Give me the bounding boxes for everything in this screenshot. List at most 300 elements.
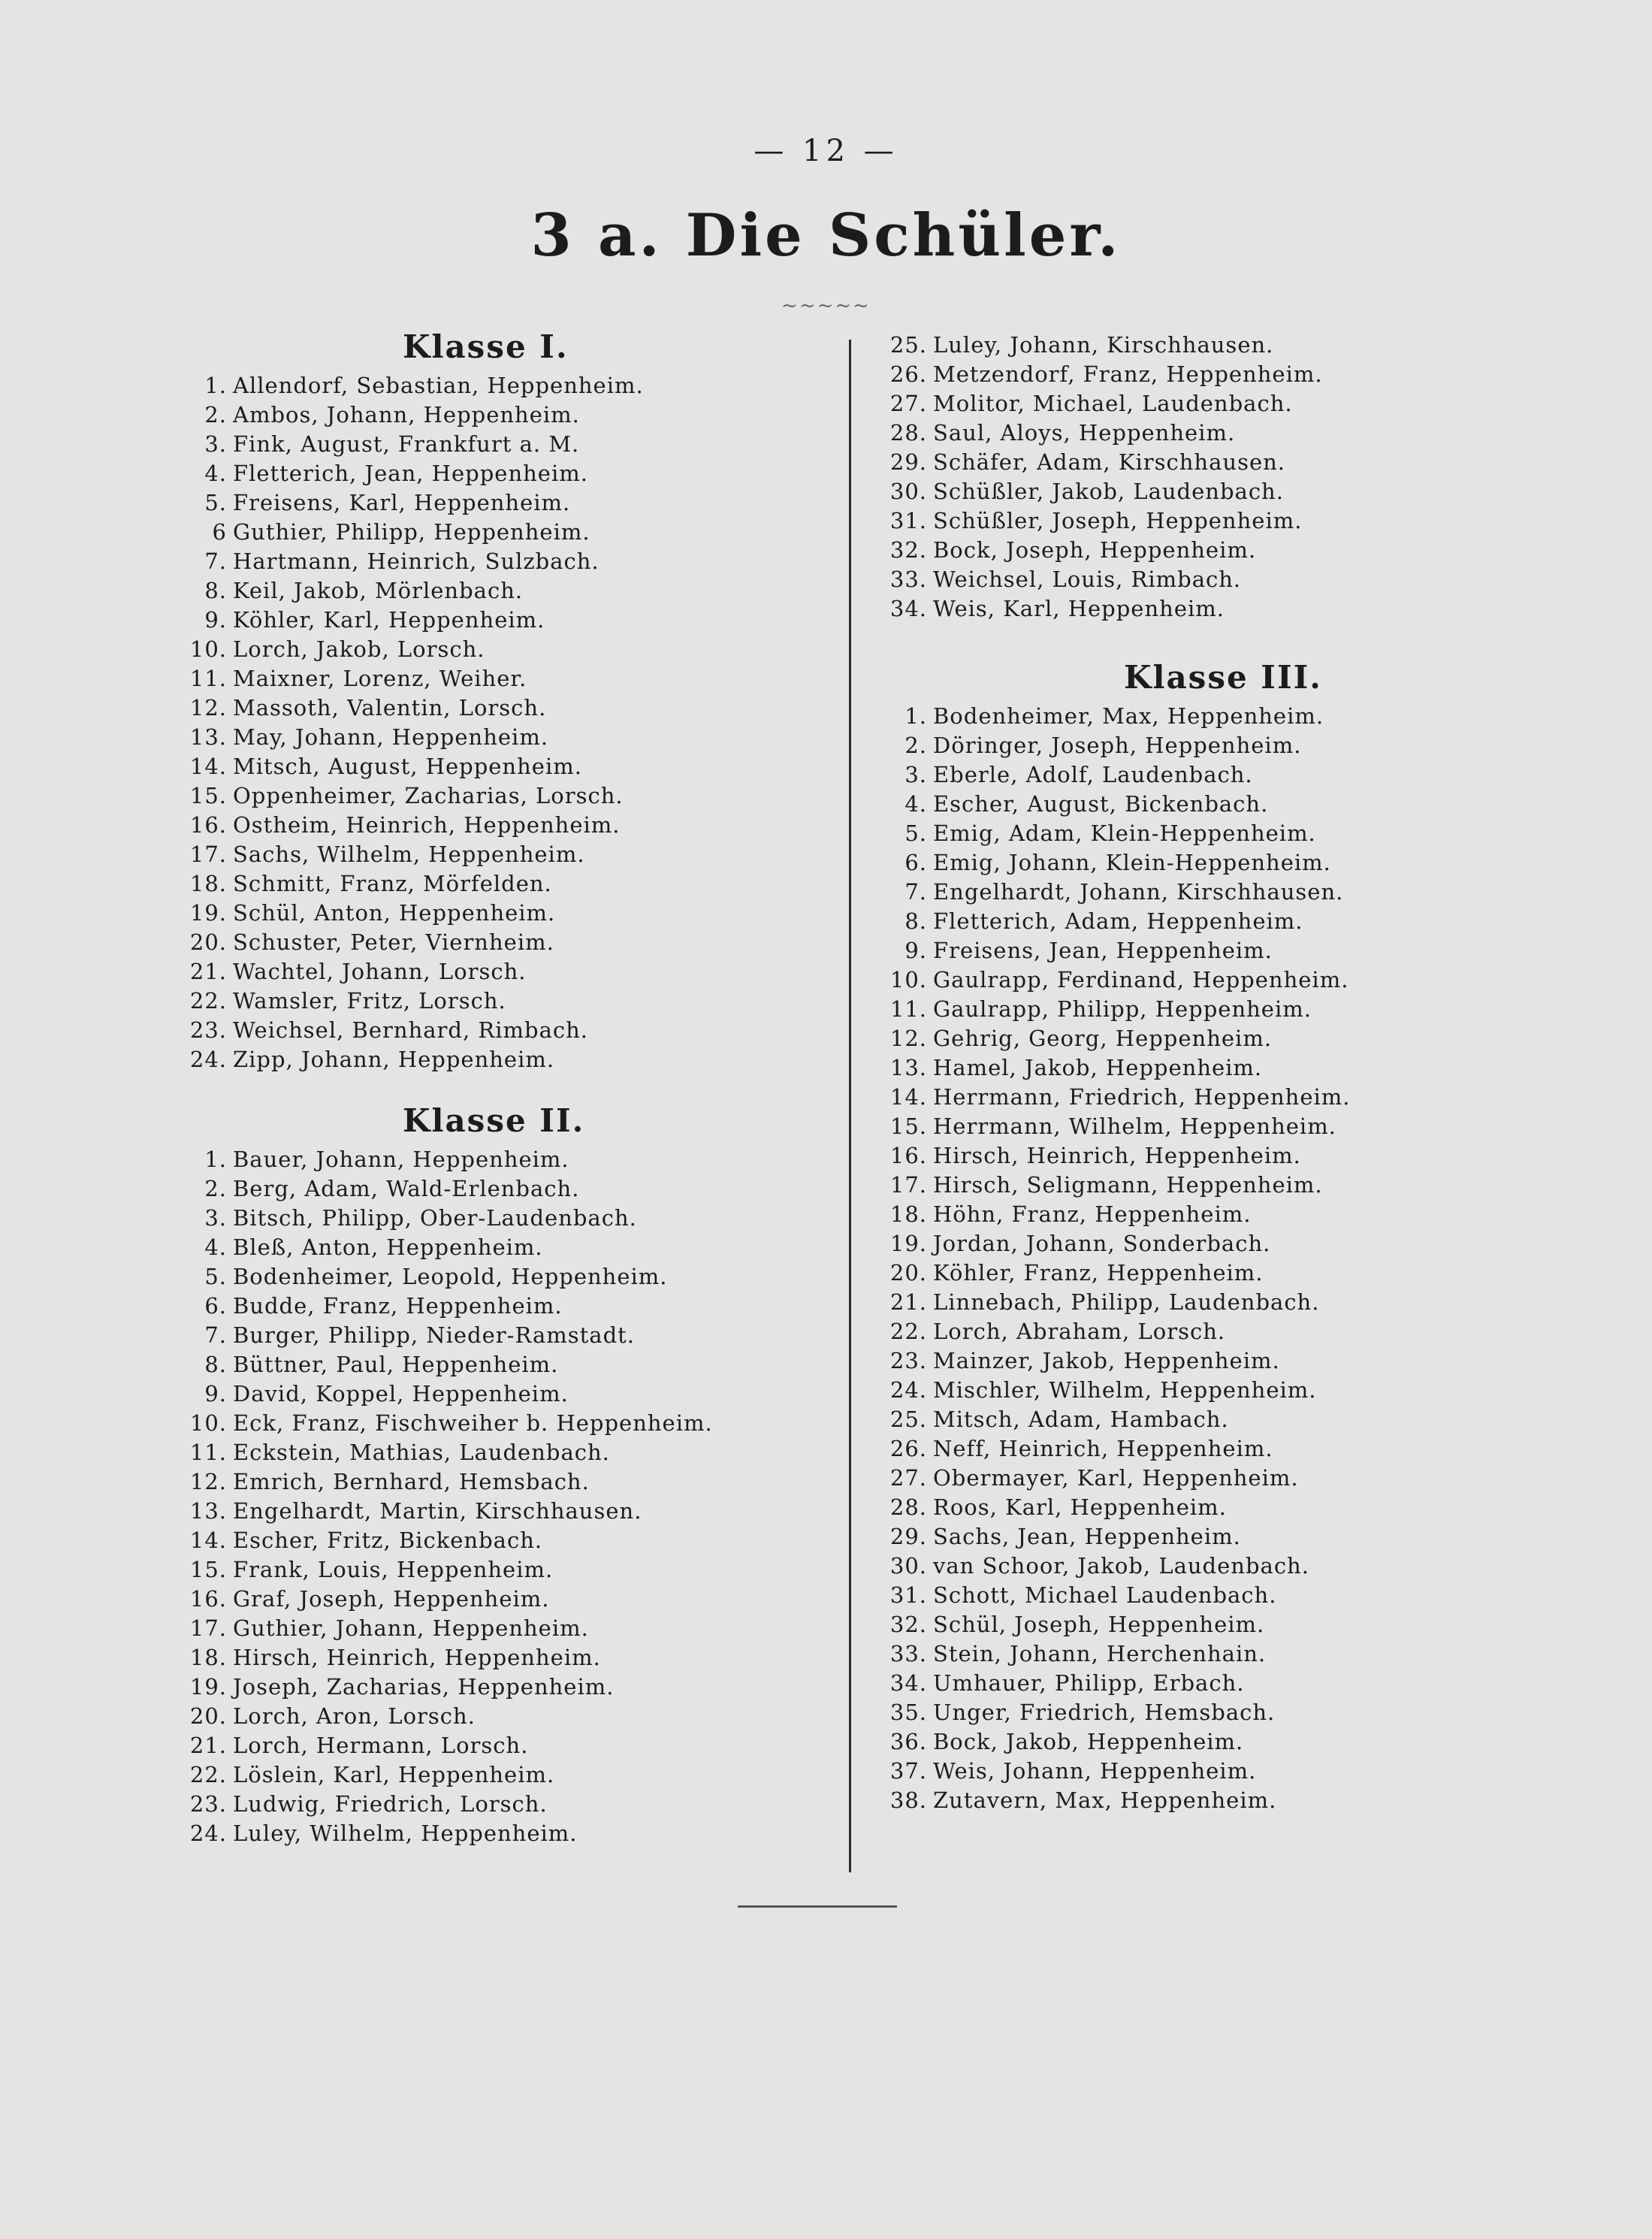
entry-name: David, Koppel, Heppenheim. [233,1381,569,1407]
entry-name: Hirsch, Heinrich, Heppenheim. [233,1645,601,1670]
list-item [171,811,847,840]
list-item [171,1350,847,1379]
entry-name: Schäfer, Adam, Kirschhausen. [933,449,1286,475]
entry-number: 5. [204,1264,227,1289]
list-item [871,1493,1518,1522]
entry-name: Unger, Friedrich, Hemsbach. [933,1700,1276,1725]
entry-name: Bitsch, Philipp, Ober-Laudenbach. [233,1205,637,1231]
list-item [871,936,1518,965]
list-item [871,1346,1518,1376]
entry-number: 15. [189,783,227,808]
entry-name: Metzendorf, Franz, Heppenheim. [933,361,1323,387]
entry-number: 1. [204,373,227,398]
list-item [171,1262,847,1292]
entry-number: 34. [889,596,927,621]
entry-number: 36. [889,1729,927,1754]
entry-number: 33. [889,1641,927,1666]
entry-name: Maixner, Lorenz, Weiher. [233,666,527,691]
entry-number: 34. [889,1670,927,1696]
list-item [871,907,1518,936]
entry-number: 11. [189,666,227,691]
entry-number: 28. [889,420,927,446]
list-item [171,781,847,811]
entry-name: Frank, Louis, Heppenheim. [233,1557,554,1582]
list-item [871,1083,1518,1112]
entry-number: 3. [905,762,927,787]
entry-number: 20. [889,1260,927,1286]
list-item [871,1757,1518,1786]
list-item [171,1467,847,1497]
entry-number: 22. [189,1762,227,1787]
entry-name: Löslein, Karl, Heppenheim. [233,1762,555,1787]
entry-number: 6. [905,850,927,875]
entry-name: Massoth, Valentin, Lorsch. [233,695,547,721]
entry-number: 18. [189,871,227,896]
entry-name: Schmitt, Franz, Mörfelden. [233,871,552,896]
entry-number: 33. [889,567,927,592]
entry-number: 4. [204,1234,227,1260]
entry-number: 29. [889,1524,927,1549]
list-item [871,448,1518,477]
entry-name: Stein, Johann, Herchenhain. [933,1641,1267,1666]
list-item [871,1258,1518,1288]
entry-name: Freisens, Karl, Heppenheim. [233,490,571,515]
list-item [171,1233,847,1262]
entry-name: Herrmann, Friedrich, Heppenheim. [933,1084,1351,1110]
entry-name: Roos, Karl, Heppenheim. [933,1494,1227,1520]
entry-number: 24. [889,1377,927,1403]
entry-number: 10. [189,1410,227,1436]
entry-name: Mischler, Wilhelm, Heppenheim. [933,1377,1317,1403]
entry-number: 22. [889,1319,927,1344]
list-item [171,488,847,518]
entry-number: 2. [204,402,227,428]
entry-number: 10. [889,967,927,993]
entry-number: 28. [889,1494,927,1520]
entry-number: 8. [905,908,927,934]
entry-number: 26. [889,361,927,387]
entry-number: 21. [189,1733,227,1758]
list-item [171,1760,847,1790]
entry-name: Linnebach, Philipp, Laudenbach. [933,1289,1320,1315]
list-item [171,1045,847,1074]
list-item [171,664,847,693]
list-item [171,1643,847,1672]
entry-number: 16. [889,1143,927,1168]
entry-name: Bock, Joseph, Heppenheim. [933,537,1257,563]
entry-name: Oppenheimer, Zacharias, Lorsch. [233,783,624,808]
list-item [871,536,1518,565]
entry-number: 1. [905,703,927,729]
entry-number: 13. [189,1498,227,1524]
entry-number: 17. [189,1615,227,1641]
list-item [871,878,1518,907]
entry-name: Emrich, Bernhard, Hemsbach. [233,1469,590,1494]
column-divider [849,340,851,1872]
list-item [871,1786,1518,1815]
list-item [871,1639,1518,1669]
entry-name: Mitsch, Adam, Hambach. [933,1407,1229,1432]
klasse3-heading: Klasse III. [1124,659,1322,696]
list-item [871,702,1518,731]
entry-number: 32. [889,537,927,563]
entry-name: Zutavern, Max, Heppenheim. [933,1787,1277,1813]
entry-name: Bodenheimer, Max, Heppenheim. [933,703,1324,729]
entry-name: Eberle, Adolf, Laudenbach. [933,762,1253,787]
section-title: 3 a. Die Schüler. [530,201,1122,270]
entry-number: 4. [905,791,927,817]
klasse1-heading: Klasse I. [403,328,569,365]
list-item [171,987,847,1016]
klasse2-heading: Klasse II. [403,1102,585,1139]
list-item [871,1464,1518,1493]
list-item [171,1672,847,1702]
list-item [871,819,1518,848]
entry-name: Weis, Karl, Heppenheim. [933,596,1225,621]
entry-number: 24. [189,1047,227,1072]
entry-number: 14. [889,1084,927,1110]
entry-number: 10. [189,636,227,662]
entry-number: 2. [204,1176,227,1201]
title-ornament: ~~~~~ [781,295,871,317]
entry-number: 31. [889,508,927,533]
list-item [171,1145,847,1174]
entry-name: Budde, Franz, Heppenheim. [233,1293,563,1319]
entry-name: Graf, Joseph, Heppenheim. [233,1586,550,1612]
list-item [871,1669,1518,1698]
entry-name: Hirsch, Seligmann, Heppenheim. [933,1172,1323,1198]
entry-number: 6. [204,1293,227,1319]
list-item [871,1581,1518,1610]
list-item [871,1405,1518,1434]
entry-name: Schott, Michael Laudenbach. [933,1582,1277,1608]
entry-name: Lorch, Abraham, Lorsch. [933,1319,1226,1344]
entry-number: 7. [204,548,227,574]
entry-number: 18. [889,1201,927,1227]
entry-number: 11. [889,996,927,1022]
klasse1-list [171,371,847,1074]
entry-name: Emig, Johann, Klein-Heppenheim. [933,850,1331,875]
entry-number: 23. [189,1017,227,1043]
klasse2-list [171,1145,847,1848]
entry-name: Hirsch, Heinrich, Heppenheim. [933,1143,1301,1168]
list-item [871,1053,1518,1083]
entry-number: 30. [889,479,927,504]
entry-number: 13. [189,724,227,750]
list-item [871,965,1518,995]
entry-name: Wamsler, Fritz, Lorsch. [233,988,506,1014]
entry-number: 19. [189,900,227,926]
list-item [171,1790,847,1819]
list-item [871,1112,1518,1141]
entry-name: Neff, Heinrich, Heppenheim. [933,1436,1273,1461]
entry-number: 19. [189,1674,227,1700]
entry-number: 21. [889,1289,927,1315]
entry-name: Escher, August, Bickenbach. [933,791,1269,817]
entry-number: 18. [189,1645,227,1670]
entry-number: 5. [905,820,927,846]
list-item [871,731,1518,760]
list-item [871,418,1518,448]
list-item [171,1526,847,1555]
entry-name: Luley, Wilhelm, Heppenheim. [233,1821,578,1846]
list-item [171,723,847,752]
entry-name: Weichsel, Louis, Rimbach. [933,567,1242,592]
entry-number: 9. [204,1381,227,1407]
list-item [871,360,1518,389]
entry-name: Engelhardt, Martin, Kirschhausen. [233,1498,642,1524]
entry-name: Fletterich, Jean, Heppenheim. [233,461,588,486]
entry-name: Hamel, Jakob, Heppenheim. [933,1055,1263,1080]
entry-number: 1. [204,1147,227,1172]
entry-name: Schül, Anton, Heppenheim. [233,900,556,926]
entry-name: Keil, Jakob, Mörlenbach. [233,578,524,603]
entry-name: Guthier, Johann, Heppenheim. [233,1615,589,1641]
list-item [871,1376,1518,1405]
entry-number: 6 [212,519,227,545]
entry-number: 14. [189,1527,227,1553]
list-item [871,1727,1518,1757]
entry-name: Mainzer, Jakob, Heppenheim. [933,1348,1280,1373]
entry-name: Herrmann, Wilhelm, Heppenheim. [933,1113,1336,1139]
list-item [871,1141,1518,1171]
list-item [871,790,1518,819]
entry-name: Umhauer, Philipp, Erbach. [933,1670,1245,1696]
entry-name: Gaulrapp, Philipp, Heppenheim. [933,996,1312,1022]
entry-name: Burger, Philipp, Nieder-Ramstadt. [233,1322,636,1348]
list-item [171,1497,847,1526]
list-item [171,547,847,576]
klasse3-list [871,702,1518,1815]
entry-name: Bock, Jakob, Heppenheim. [933,1729,1244,1754]
entry-name: Döringer, Joseph, Heppenheim. [933,733,1302,758]
entry-name: Eck, Franz, Fischweiher b. Heppenheim. [233,1410,713,1436]
klasse1-continuation-list [871,331,1518,624]
entry-name: Schüßler, Joseph, Heppenheim. [933,508,1303,533]
entry-number: 8. [204,1352,227,1377]
entry-number: 15. [189,1557,227,1582]
entry-name: van Schoor, Jakob, Laudenbach. [933,1553,1309,1579]
entry-name: Eckstein, Mathias, Laudenbach. [233,1440,610,1465]
entry-number: 37. [889,1758,927,1784]
list-item [871,1434,1518,1464]
entry-name: Köhler, Karl, Heppenheim. [233,607,545,633]
list-item [171,752,847,781]
entry-name: Gehrig, Georg, Heppenheim. [933,1026,1273,1051]
entry-name: Köhler, Franz, Heppenheim. [933,1260,1264,1286]
entry-number: 2. [905,733,927,758]
list-item [171,459,847,488]
list-item [871,1229,1518,1258]
list-item [871,1552,1518,1581]
list-item [871,1317,1518,1346]
entry-name: Büttner, Paul, Heppenheim. [233,1352,559,1377]
list-item [171,928,847,957]
list-item [171,1819,847,1848]
entry-number: 19. [889,1231,927,1256]
entry-name: Freisens, Jean, Heppenheim. [933,938,1273,963]
list-item [171,1016,847,1045]
entry-name: Fink, August, Frankfurt a. M. [233,431,580,457]
list-item [171,576,847,606]
entry-number: 7. [204,1322,227,1348]
entry-number: 22. [189,988,227,1014]
list-item [171,1438,847,1467]
entry-name: Ludwig, Friedrich, Lorsch. [233,1791,548,1817]
list-item [171,371,847,400]
entry-number: 25. [889,1407,927,1432]
left-column [171,323,847,1848]
entry-number: 5. [204,490,227,515]
list-item [871,477,1518,506]
list-item [871,1610,1518,1639]
entry-number: 20. [189,1703,227,1729]
entry-number: 9. [905,938,927,963]
list-item [171,840,847,869]
entry-name: Saul, Aloys, Heppenheim. [933,420,1236,446]
entry-name: Schüßler, Jakob, Laudenbach. [933,479,1284,504]
list-item [871,594,1518,624]
list-item [171,1321,847,1350]
entry-name: Berg, Adam, Wald-Erlenbach. [233,1176,580,1201]
entry-number: 4. [204,461,227,486]
page-number: — 12 — [754,134,898,168]
entry-name: Joseph, Zacharias, Heppenheim. [233,1674,615,1700]
entry-number: 12. [889,1026,927,1051]
list-item [171,430,847,459]
entry-name: Guthier, Philipp, Heppenheim. [233,519,590,545]
list-item [171,1585,847,1614]
entry-number: 32. [889,1612,927,1637]
entry-number: 23. [889,1348,927,1373]
entry-number: 35. [889,1700,927,1725]
list-item [871,506,1518,536]
entry-number: 23. [189,1791,227,1817]
entry-name: Schül, Joseph, Heppenheim. [933,1612,1265,1637]
entry-number: 14. [189,754,227,779]
entry-number: 8. [204,578,227,603]
entry-name: Luley, Johann, Kirschhausen. [933,332,1274,358]
list-item [171,400,847,430]
entry-number: 15. [889,1113,927,1139]
list-item [871,760,1518,790]
entry-name: Sachs, Wilhelm, Heppenheim. [233,842,585,867]
list-item [871,1171,1518,1200]
list-item [171,1731,847,1760]
list-item [171,635,847,664]
list-item [871,389,1518,418]
entry-number: 3. [204,1205,227,1231]
entry-number: 3. [204,431,227,457]
list-item [871,331,1518,360]
entry-name: Mitsch, August, Heppenheim. [233,754,582,779]
entry-name: Sachs, Jean, Heppenheim. [933,1524,1241,1549]
entry-name: May, Johann, Heppenheim. [233,724,549,750]
list-item [871,848,1518,878]
list-item [871,1288,1518,1317]
list-item [871,1698,1518,1727]
entry-number: 30. [889,1553,927,1579]
entry-name: Escher, Fritz, Bickenbach. [233,1527,543,1553]
list-item [171,899,847,928]
entry-number: 29. [889,449,927,475]
entry-name: Gaulrapp, Ferdinand, Heppenheim. [933,967,1349,993]
list-item [871,565,1518,594]
list-item [171,1379,847,1409]
list-item [871,995,1518,1024]
entry-number: 21. [189,959,227,984]
list-item [171,693,847,723]
entry-name: Lorch, Jakob, Lorsch. [233,636,485,662]
list-item [171,1555,847,1585]
entry-number: 16. [189,812,227,838]
entry-number: 17. [889,1172,927,1198]
entry-number: 27. [889,391,927,416]
entry-number: 24. [189,1821,227,1846]
list-item [871,1024,1518,1053]
entry-name: Schuster, Peter, Viernheim. [233,929,554,955]
list-item [171,1174,847,1204]
list-item [171,1204,847,1233]
entry-name: Bleß, Anton, Heppenheim. [233,1234,543,1260]
list-item [171,1292,847,1321]
entry-number: 17. [189,842,227,867]
entry-number: 27. [889,1465,927,1491]
list-item [171,518,847,547]
end-rule [738,1905,897,1908]
entry-number: 26. [889,1436,927,1461]
entry-number: 20. [189,929,227,955]
entry-name: Bauer, Johann, Heppenheim. [233,1147,569,1172]
entry-name: Ostheim, Heinrich, Heppenheim. [233,812,621,838]
entry-number: 38. [889,1787,927,1813]
entry-name: Jordan, Johann, Sonderbach. [933,1231,1271,1256]
list-item [171,1702,847,1731]
list-item [871,1522,1518,1552]
entry-name: Obermayer, Karl, Heppenheim. [933,1465,1299,1491]
entry-name: Allendorf, Sebastian, Heppenheim. [233,373,644,398]
entry-number: 12. [189,1469,227,1494]
list-item [171,957,847,987]
entry-number: 31. [889,1582,927,1608]
entry-name: Lorch, Aron, Lorsch. [233,1703,476,1729]
entry-name: Emig, Adam, Klein-Heppenheim. [933,820,1316,846]
entry-name: Höhn, Franz, Heppenheim. [933,1201,1252,1227]
list-item [171,869,847,899]
entry-name: Hartmann, Heinrich, Sulzbach. [233,548,599,574]
entry-name: Ambos, Johann, Heppenheim. [233,402,580,428]
list-item [171,606,847,635]
list-item [171,1614,847,1643]
entry-number: 16. [189,1586,227,1612]
entry-number: 13. [889,1055,927,1080]
entry-name: Weichsel, Bernhard, Rimbach. [233,1017,588,1043]
entry-number: 12. [189,695,227,721]
entry-number: 7. [905,879,927,905]
entry-name: Zipp, Johann, Heppenheim. [233,1047,555,1072]
entry-name: Lorch, Hermann, Lorsch. [233,1733,529,1758]
entry-name: Weis, Johann, Heppenheim. [933,1758,1257,1784]
entry-number: 9. [204,607,227,633]
right-column [871,331,1518,1815]
list-item [171,1409,847,1438]
entry-name: Fletterich, Adam, Heppenheim. [933,908,1303,934]
entry-number: 25. [889,332,927,358]
entry-name: Wachtel, Johann, Lorsch. [233,959,527,984]
entry-number: 11. [189,1440,227,1465]
entry-name: Molitor, Michael, Laudenbach. [933,391,1293,416]
entry-name: Engelhardt, Johann, Kirschhausen. [933,879,1344,905]
